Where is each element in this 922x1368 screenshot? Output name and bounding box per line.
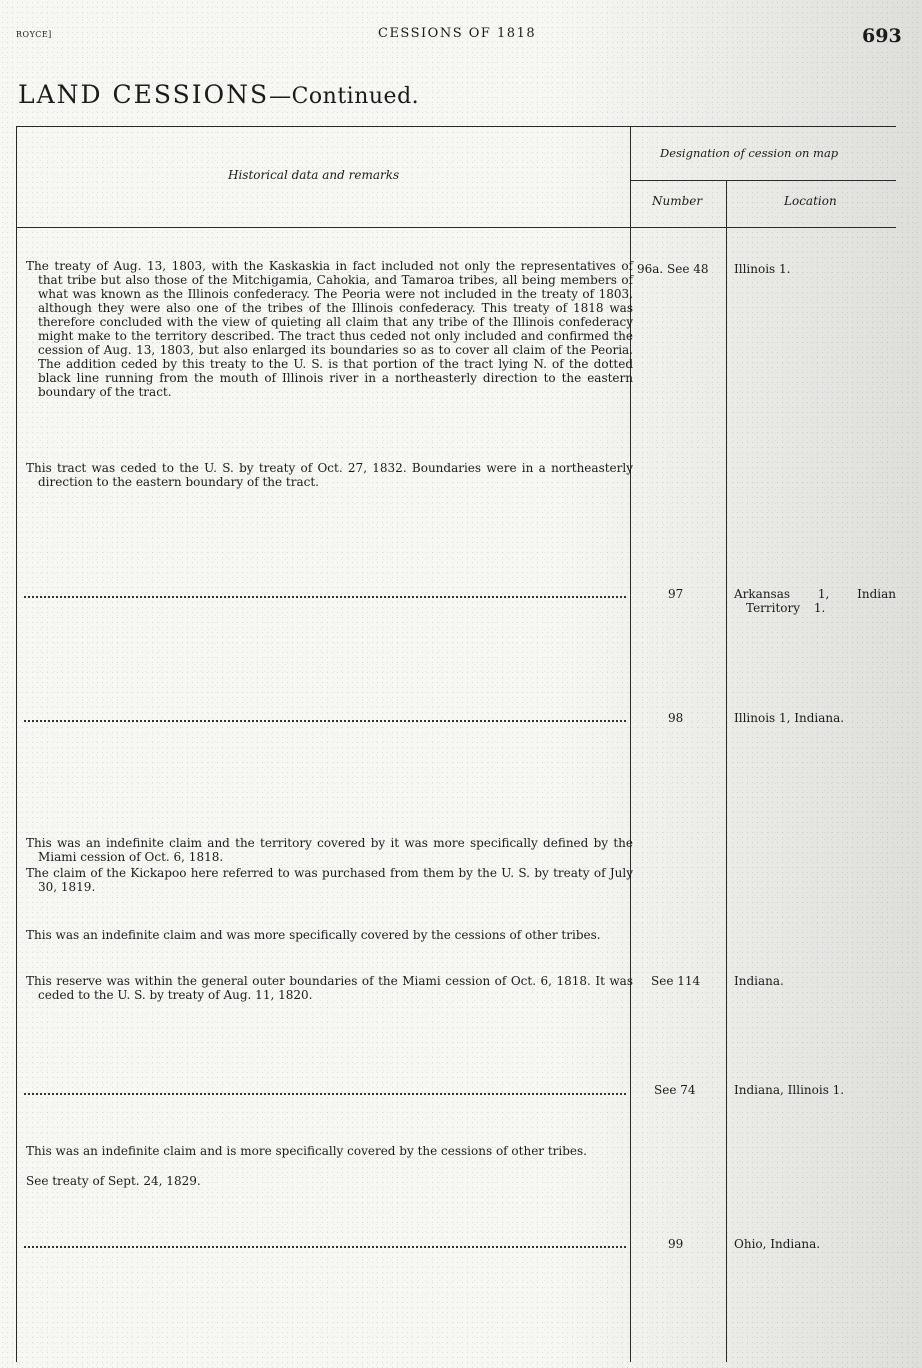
location-cell: Illinois 1, Indiana. [734, 711, 845, 725]
dotted-leader [24, 720, 626, 722]
location-cell: Indiana. [734, 974, 784, 988]
page-title-continued: —Continued. [269, 84, 420, 109]
header-historical-data: Historical data and remarks [228, 168, 400, 182]
location-cell: Illinois 1. [734, 262, 791, 276]
remark-1: The treaty of Aug. 13, 1803, with the Kaskaskia in fact included not only the representatives of that tribe but also those of the Mitchigamia, Cahokia, and Tamaroa tribes, all being members of what was known as the Illinois confederacy. The Peoria were not included in the treaty of 1803, although they were also one of the tribes of the Illinois confederacy. This treaty of 1818 was therefore concluded with the view of quieting all claim that any tribe of the Illinois confederacy might make to the territory described. The tract thus ceded not only included and confirmed the cession of Aug. 13, 1803, but also enlarged its boundaries so as to cover all claim of the Peoria. The addition ceded by this treaty to the U. S. is that portion of the tract lying N. of the dotted black line running from the mouth of Illinois river in a northeasterly direction to the eastern boundary of the tract. [26, 259, 633, 399]
running-head-author: ROYCE] [16, 30, 52, 39]
table-left-border [16, 126, 17, 1362]
page-title-main: LAND CESSIONS [18, 80, 270, 109]
dotted-leader [24, 1093, 626, 1095]
table-top-rule [16, 126, 896, 127]
remark-8: See treaty of Sept. 24, 1829. [26, 1174, 201, 1188]
remark-4: The claim of the Kickapoo here referred to was purchased from them by the U. S. by treaty of July 30, 1819. [26, 866, 633, 894]
dotted-leader [24, 1246, 626, 1248]
page-title [18, 80, 419, 109]
remark-3: This was an indefinite claim and the territory covered by it was more specifically defined by the Miami cession of Oct. 6, 1818. [26, 836, 633, 864]
number-cell: 99 [668, 1237, 684, 1251]
remark-7: This was an indefinite claim and is more specifically covered by the cessions of other tribes. [26, 1144, 587, 1158]
remark-2: This tract was ceded to the U. S. by treaty of Oct. 27, 1832. Boundaries were in a northeasterly direction to the eastern boundary of the tract. [26, 461, 633, 489]
column-divider-number [726, 180, 727, 1362]
page-number: 693 [862, 25, 902, 47]
remark-6: This reserve was within the general outer boundaries of the Miami cession of Oct. 6, 1818. It was ceded to the U. S. by treaty of Aug. 11, 1820. [26, 974, 633, 1002]
header-designation: Designation of cession on map [660, 146, 839, 160]
header-number: Number [652, 194, 703, 208]
location-cell: Arkansas 1, Indian Territory 1. [734, 587, 896, 615]
dotted-leader [24, 596, 626, 598]
number-cell: 96a. See 48 [637, 262, 709, 276]
location-cell: Indiana, Illinois 1. [734, 1083, 845, 1097]
number-cell: 97 [668, 587, 684, 601]
table-header-bottom-rule [16, 227, 896, 228]
number-cell: See 74 [654, 1083, 696, 1097]
remark-5: This was an indefinite claim and was more specifically covered by the cessions of other tribes. [26, 928, 601, 942]
number-cell: 98 [668, 711, 684, 725]
header-location: Location [784, 194, 837, 208]
table-subheader-rule [630, 180, 896, 181]
number-cell: See 114 [651, 974, 701, 988]
running-head-title: CESSIONS OF 1818 [378, 26, 537, 41]
location-cell: Ohio, Indiana. [734, 1237, 821, 1251]
